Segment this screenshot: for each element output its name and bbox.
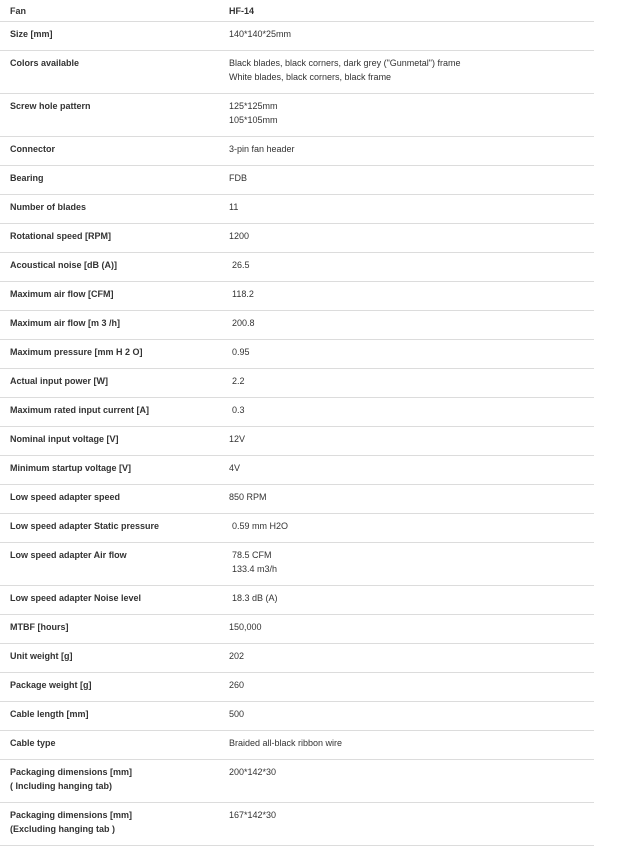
spec-value: 150,000 — [229, 622, 262, 632]
spec-value: 11 — [229, 202, 239, 212]
spec-label: Screw hole pattern — [10, 101, 91, 111]
spec-value: 0.95 — [232, 347, 250, 357]
spec-value: 78.5 CFM 133.4 m3/h — [232, 550, 278, 574]
spec-label: Low speed adapter speed — [10, 492, 121, 502]
spec-value: 4V — [229, 463, 241, 473]
spec-label: Maximum air flow [CFM] — [10, 289, 114, 299]
spec-label: Package weight [g] — [10, 680, 92, 690]
spec-row-screw-holes — [0, 94, 594, 137]
spec-row-mtbf — [0, 615, 594, 644]
spec-row-fan — [0, 0, 594, 22]
spec-row-blades — [0, 195, 594, 224]
spec-row-low-speed-airflow — [0, 543, 594, 586]
spec-label: Cable length [mm] — [10, 709, 89, 719]
spec-label: Low speed adapter Noise level — [10, 593, 142, 603]
spec-row-pressure — [0, 340, 594, 369]
spec-value: 26.5 — [232, 260, 250, 270]
spec-row-startup-voltage — [0, 456, 594, 485]
spec-value: Braided all-black ribbon wire — [229, 738, 343, 748]
spec-row-low-speed-pressure — [0, 514, 594, 543]
spec-row-nominal-voltage — [0, 427, 594, 456]
spec-value: HF-14 — [229, 6, 255, 16]
spec-label: Size [mm] — [10, 29, 53, 39]
spec-value: 118.2 — [232, 289, 254, 299]
spec-label: Nominal input voltage [V] — [10, 434, 119, 444]
spec-row-package-weight — [0, 673, 594, 702]
spec-row-cable-length — [0, 702, 594, 731]
spec-value: 200.8 — [232, 318, 255, 328]
spec-label: MTBF [hours] — [10, 622, 69, 632]
spec-row-rpm — [0, 224, 594, 253]
spec-value: 140*140*25mm — [229, 29, 292, 39]
spec-label: Acoustical noise [dB (A)] — [10, 260, 118, 270]
spec-value: Black blades, black corners, dark grey ("Gunmetal") frame White blades, black corners, black frame — [229, 58, 461, 82]
spec-value: 3-pin fan header — [229, 144, 295, 154]
spec-value: 167*142*30 — [229, 810, 277, 820]
spec-value: 125*125mm 105*105mm — [229, 101, 278, 125]
spec-row-packaging-excl — [0, 803, 594, 846]
spec-label: Connector — [10, 144, 55, 154]
spec-label: Actual input power [W] — [10, 376, 108, 386]
spec-label: Packaging dimensions [mm] (Excluding hanging tab ) — [10, 810, 133, 834]
spec-label: Minimum startup voltage [V] — [10, 463, 132, 473]
spec-row-cable-type — [0, 731, 594, 760]
spec-value: 0.59 mm H2O — [232, 521, 289, 531]
spec-label: Unit weight [g] — [10, 651, 73, 661]
spec-label: Rotational speed [RPM] — [10, 231, 112, 241]
spec-value: FDB — [229, 173, 247, 183]
spec-value: 500 — [229, 709, 245, 719]
spec-row-unit-weight — [0, 644, 594, 673]
spec-value: 0.3 — [232, 405, 245, 415]
spec-value: 12V — [229, 434, 246, 444]
spec-label: Fan — [10, 6, 27, 16]
spec-row-size — [0, 22, 594, 51]
spec-value: 260 — [229, 680, 245, 690]
spec-row-low-speed-noise — [0, 586, 594, 615]
spec-row-bearing — [0, 166, 594, 195]
spec-label: Low speed adapter Air flow — [10, 550, 127, 560]
spec-label: Packaging dimensions [mm] ( Including hanging tab) — [10, 767, 133, 791]
spec-row-airflow-cfm — [0, 282, 594, 311]
spec-row-power — [0, 369, 594, 398]
spec-value: 850 RPM — [229, 492, 267, 502]
spec-label: Maximum rated input current [A] — [10, 405, 150, 415]
spec-row-packaging-incl — [0, 760, 594, 803]
spec-value: 1200 — [229, 231, 250, 241]
spec-row-noise — [0, 253, 594, 282]
spec-label: Colors available — [10, 58, 80, 68]
spec-row-airflow-m3h — [0, 311, 594, 340]
spec-value: 18.3 dB (A) — [232, 593, 278, 603]
spec-value: 2.2 — [232, 376, 245, 386]
spec-label: Cable type — [10, 738, 56, 748]
spec-row-current — [0, 398, 594, 427]
spec-row-connector — [0, 137, 594, 166]
spec-label: Bearing — [10, 173, 44, 183]
spec-label: Low speed adapter Static pressure — [10, 521, 160, 531]
spec-value: 202 — [229, 651, 245, 661]
spec-label: Maximum pressure [mm H 2 O] — [10, 347, 143, 357]
spec-value: 200*142*30 — [229, 767, 277, 777]
spec-row-colors — [0, 51, 594, 94]
spec-row-low-speed — [0, 485, 594, 514]
spec-label: Maximum air flow [m 3 /h] — [10, 318, 121, 328]
spec-label: Number of blades — [10, 202, 87, 212]
